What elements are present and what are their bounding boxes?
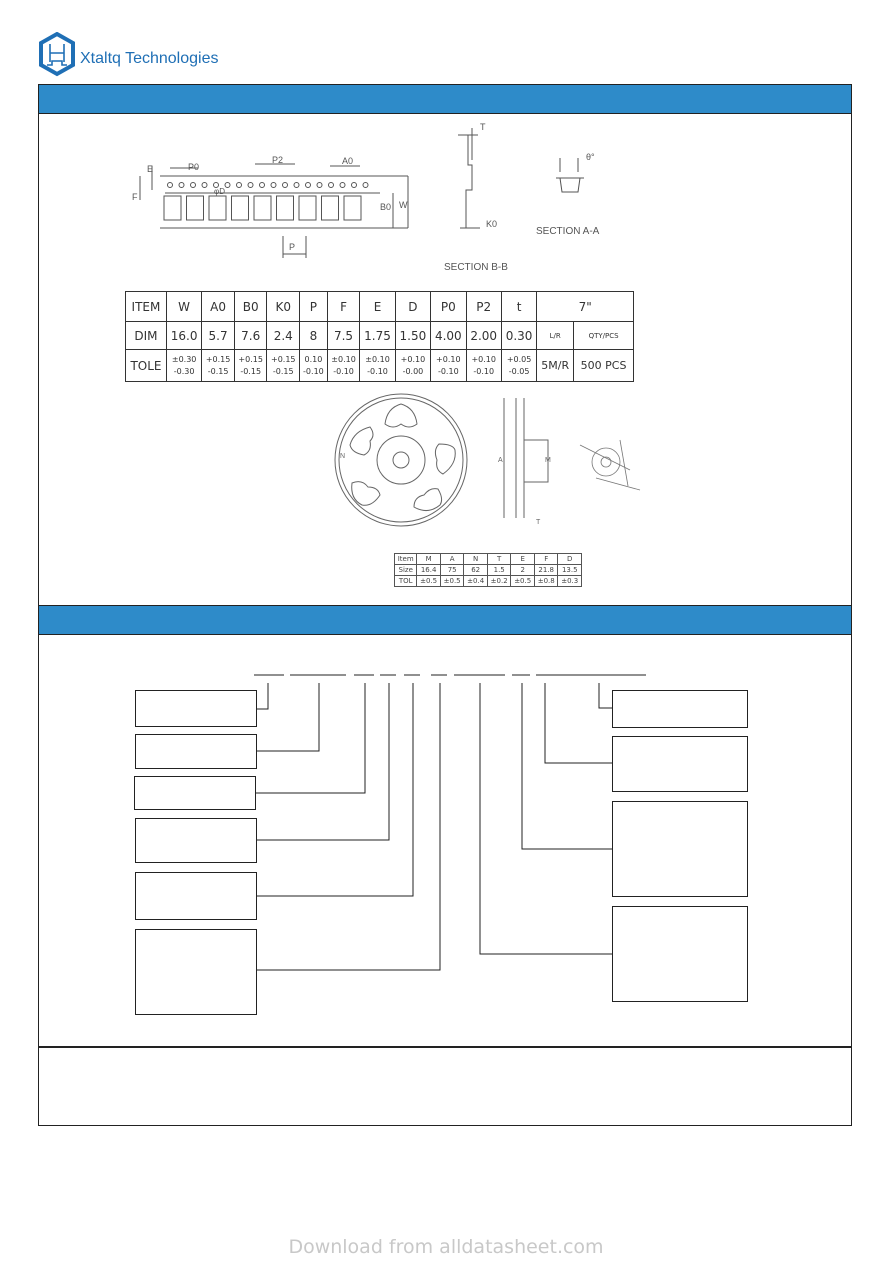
code-box-1 [135,690,257,727]
reel-table-cell: TOL [395,576,417,587]
code-box-3 [134,776,256,810]
spec-header-cell: A0 [202,292,235,322]
code-box-5 [135,872,257,920]
company-name: Xtaltq Technologies [80,50,219,67]
spec-dim-cell: 7.6 [234,322,267,350]
spec-row-label: DIM [126,322,167,350]
section-aa-label: SECTION A-A [536,226,600,237]
reel-table-cell: 62 [464,565,488,576]
spec-dim-cell: 7.5 [327,322,360,350]
code-box-9 [612,801,748,897]
code-box-8 [612,736,748,792]
reel-table-cell: T [487,554,511,565]
e-label: E [147,164,154,174]
reel-table-cell: Item [395,554,417,565]
b0-label: B0 [380,202,392,212]
reel-table-cell: ±0.5 [417,576,441,587]
spec-header-cell: E [360,292,395,322]
spec-header-cell: P [300,292,328,322]
theta-label: θ° [586,152,595,162]
spec-tole-cell: ±0.10 -0.10 [360,350,395,382]
spec-header-cell: F [327,292,360,322]
spec-tole-cell: +0.15 -0.15 [202,350,235,382]
spec-header-cell: W [166,292,201,322]
spec-dim-cell: 2.00 [466,322,501,350]
p-label: P [289,242,296,252]
k0-label: K0 [486,219,498,229]
reel-table-cell: M [417,554,441,565]
reel-table-cell: 13.5 [558,565,582,576]
spec-tole-cell: +0.10 -0.10 [431,350,466,382]
reel-table-cell: E [511,554,535,565]
reel-table-cell: 1.5 [487,565,511,576]
spec-tole-cell: +0.05 -0.05 [501,350,536,382]
notes-panel [38,1046,852,1126]
code-box-6 [135,929,257,1015]
spec-header-cell: P0 [431,292,466,322]
reel-table-cell: ±0.5 [440,576,464,587]
spec-row-label: TOLE [126,350,167,382]
p0-label: P0 [188,162,200,172]
spec-tole-cell: 5M/R [537,350,574,382]
a0-label: A0 [342,156,354,166]
section-bb-label: SECTION B-B [444,262,508,273]
t-label: T [480,122,486,132]
spec-tole-cell: +0.10 -0.00 [395,350,430,382]
reel-table-cell: 75 [440,565,464,576]
phi-d-label: φD [214,187,225,196]
reel-table-cell: Size [395,565,417,576]
reel-table-cell: A [440,554,464,565]
reel-n-label: N [340,453,346,460]
spec-dim-cell: 0.30 [501,322,536,350]
reel-table-cell: ±0.4 [464,576,488,587]
spec-dim-cell: L/R [537,322,574,350]
reel-table-cell: 16.4 [417,565,441,576]
footer-watermark: Download from alldatasheet.com [288,1236,604,1258]
spec-header-cell: K0 [267,292,300,322]
reel-m-label: M [545,457,551,464]
spec-header-cell: D [395,292,430,322]
spec-dim-cell: 8 [300,322,328,350]
spec-dim-cell: 1.75 [360,322,395,350]
reel-table-cell: ±0.2 [487,576,511,587]
spec-dim-cell: QTY/PCS [574,322,634,350]
reel-table-cell: N [464,554,488,565]
spec-dim-cell: 1.50 [395,322,430,350]
reel-table-cell: F [534,554,558,565]
reel-table-cell: ±0.3 [558,576,582,587]
spec-header-cell: t [501,292,536,322]
spec-header-cell: ITEM [126,292,167,322]
spec-tole-cell: ±0.30 -0.30 [166,350,201,382]
spec-tole-cell: +0.15 -0.15 [234,350,267,382]
spec-dim-cell: 4.00 [431,322,466,350]
spec-dim-cell: 16.0 [166,322,201,350]
spec-tole-cell: 0.10 -0.10 [300,350,328,382]
reel-table-cell: 2 [511,565,535,576]
spec-tole-cell: 500 PCS [574,350,634,382]
spec-header-cell: 7" [537,292,634,322]
code-box-7 [612,690,748,728]
p2-label: P2 [272,155,284,165]
spec-header-cell: B0 [234,292,267,322]
spec-dim-cell: 5.7 [202,322,235,350]
reel-table-cell: D [558,554,582,565]
reel-t-label: T [536,519,541,526]
f-label: F [132,192,138,202]
spec-tole-cell: +0.15 -0.15 [267,350,300,382]
reel-table-cell: 21.8 [534,565,558,576]
spec-header-cell: P2 [466,292,501,322]
reel-table-cell: ±0.5 [511,576,535,587]
spec-tole-cell: +0.10 -0.10 [466,350,501,382]
code-box-10 [612,906,748,1002]
code-box-2 [135,734,257,769]
spec-dim-cell: 2.4 [267,322,300,350]
code-box-4 [135,818,257,863]
reel-a-label: A [498,457,503,464]
reel-table-cell: ±0.8 [534,576,558,587]
w-label: W [399,200,408,210]
spec-tole-cell: ±0.10 -0.10 [327,350,360,382]
